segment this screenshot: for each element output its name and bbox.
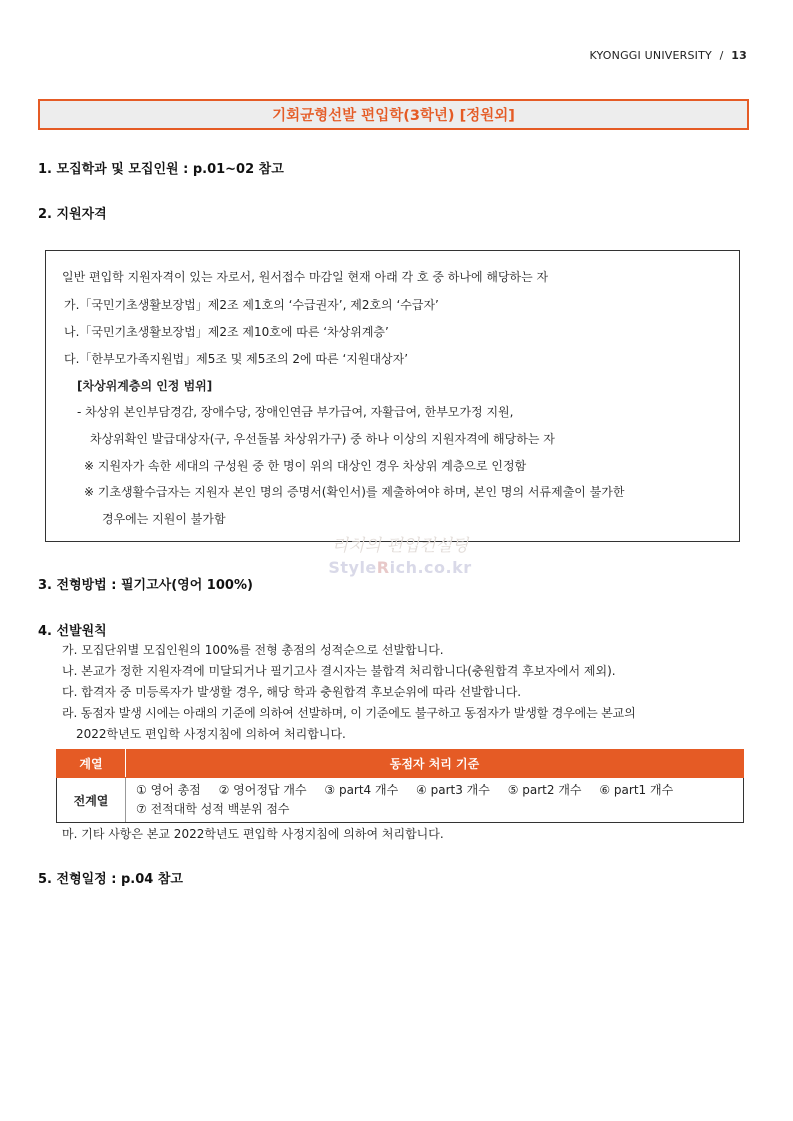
qualification-box — [45, 250, 740, 542]
university-name: KYONGGI UNIVERSITY — [589, 49, 712, 62]
note-2-line-2: 경우에는 지원이 불가함 — [102, 512, 226, 526]
rule-ra-line-2: 2022학년도 편입학 사정지침에 의하여 처리합니다. — [76, 727, 346, 741]
qualification-item-na: 나.「국민기초생활보장법」제2조 제10호에 따른 ‘차상위계층’ — [64, 325, 389, 339]
criterion-1: ① 영어 총점 — [136, 783, 201, 797]
table-header-row — [57, 750, 744, 778]
qualification-intro: 일반 편입학 지원자격이 있는 자로서, 원서접수 마감일 현재 아래 각 호 중 하나에 해당하는 자 — [62, 270, 549, 284]
section-2-heading: 2. 지원자격 — [38, 207, 107, 222]
watermark — [320, 535, 480, 579]
criterion-4: ④ part3 개수 — [416, 783, 490, 797]
criterion-5: ⑤ part2 개수 — [507, 783, 582, 797]
range-line-1: - 차상위 본인부담경감, 장애수당, 장애인연금 부가급여, 자활급여, 한부모가정 지원, — [77, 405, 514, 419]
criteria-line-1 — [136, 781, 733, 800]
page-header — [589, 49, 747, 62]
watermark-line-1: 리치의 편입컨설팅 — [331, 536, 469, 556]
qualification-item-ga: 가.「국민기초생활보장법」제2조 제1호의 ‘수급권자’, 제2호의 ‘수급자’ — [64, 298, 439, 312]
rule-ra-line-1: 라. 동점자 발생 시에는 아래의 기준에 의하여 선발하며, 이 기준에도 불구하고 동점자가 발생할 경우에는 본교의 — [62, 706, 636, 720]
header-separator: / — [719, 49, 724, 62]
criterion-2: ② 영어정답 개수 — [218, 783, 307, 797]
note-1: ※ 지원자가 속한 세대의 구성원 중 한 명이 위의 대상인 경우 차상위 계층으로 인정함 — [84, 459, 527, 473]
header-field: 계열 — [57, 750, 126, 778]
row-label: 전계열 — [57, 778, 126, 823]
watermark-line-2: StyleRich.co.kr — [328, 558, 472, 577]
note-2-line-1: ※ 기초생활수급자는 지원자 본인 명의 증명서(확인서)를 제출하여야 하며, 본인 명의 서류제출이 불가한 — [84, 485, 625, 499]
section-1-heading: 1. 모집학과 및 모집인원 : p.01~02 참고 — [38, 162, 284, 177]
document-title: 기회균형선발 편입학(3학년) [정원외] — [272, 108, 515, 124]
page-number: 13 — [731, 49, 747, 62]
criteria-cell — [126, 778, 744, 823]
rule-ga: 가. 모집단위별 모집인원의 100%를 전형 총점의 성적순으로 선발합니다. — [62, 643, 444, 657]
section-5-heading: 5. 전형일정 : p.04 참고 — [38, 872, 183, 887]
rule-da: 다. 합격자 중 미등록자가 발생할 경우, 해당 학과 충원합격 후보순위에 따라 선발합니다. — [62, 685, 522, 699]
section-4-heading: 4. 선발원칙 — [38, 624, 107, 639]
criterion-6: ⑥ part1 개수 — [599, 783, 674, 797]
tie-break-table — [56, 749, 744, 823]
qualification-item-da: 다.「한부모가족지원법」제5조 및 제5조의 2에 따른 ‘지원대상자’ — [64, 352, 409, 366]
criterion-3: ③ part4 개수 — [324, 783, 399, 797]
rule-na: 나. 본교가 정한 지원자격에 미달되거나 필기고사 결시자는 불합격 처리합니다(충원합격 후보자에서 제외). — [62, 664, 616, 678]
section-3-heading: 3. 전형방법 : 필기고사(영어 100%) — [38, 578, 253, 593]
document-title-box — [38, 99, 749, 130]
range-line-2: 차상위확인 발급대상자(구, 우선돌봄 차상위가구) 중 하나 이상의 지원자격에 해당하는 자 — [90, 432, 555, 446]
criterion-7: ⑦ 전적대학 성적 백분위 점수 — [136, 802, 290, 816]
table-row — [57, 778, 744, 823]
header-criteria: 동점자 처리 기준 — [126, 750, 744, 778]
range-subheading: [차상위계층의 인정 범위] — [77, 379, 213, 393]
rule-ma: 마. 기타 사항은 본교 2022학년도 편입학 사정지침에 의하여 처리합니다. — [62, 827, 444, 841]
